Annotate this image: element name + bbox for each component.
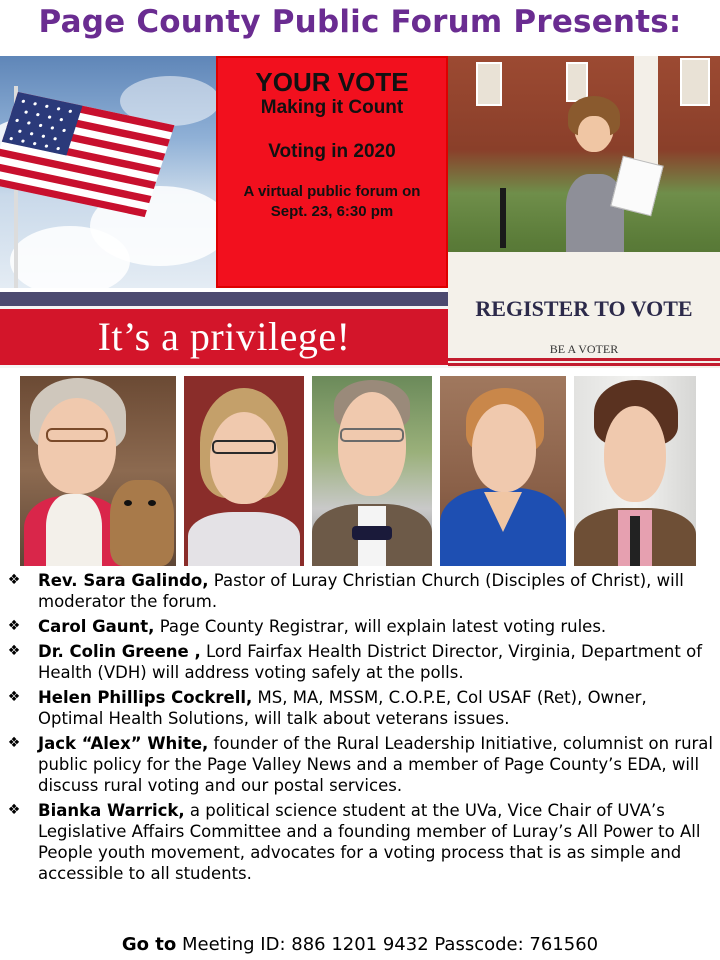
speaker-item [4,570,716,612]
speaker-name: Dr. Colin Greene , [38,642,201,661]
speaker-name: Carol Gaunt, [38,617,155,636]
navy-divider [0,292,448,306]
privilege-banner [0,306,448,368]
speaker-item [4,687,716,729]
speaker-description: Lord Fairfax Health District Director, Virginia, Department of Health (VDH) will address voting safely at the polls. [38,642,703,682]
go-to-label: Go to [121,934,177,955]
speaker-description: a political science student at the UVa, Vice Chair of UVA’s Legislative Affairs Committee and a founding member of Luray’s All Power to All People youth movement, advocates for a voting process that is as simple and accessible to all students. [38,801,701,883]
portrait-helen-phillips-cockrell [440,376,566,566]
speaker-description: founder of the Rural Leadership Initiative, columnist on rural public policy for the Page Valley News and a member of Page County’s EDA, will discuss rural voting and our postal services. [38,734,714,795]
portrait-sara-galindo [20,376,176,566]
diamond-bullet-icon: ❖ [7,618,21,634]
diamond-bullet-icon: ❖ [7,735,21,751]
american-flag-image [0,56,216,288]
diamond-bullet-icon: ❖ [7,643,21,659]
portrait-colin-greene [312,376,432,566]
speaker-name: Jack “Alex” White, [38,734,209,753]
register-to-vote-photo [448,56,720,368]
speaker-item [4,733,716,796]
privilege-text: It’s a privilege! [97,314,351,359]
event-banner [0,56,720,368]
be-a-voter-text: BE A VOTER [549,342,619,356]
speaker-name: Bianka Warrick, [38,801,185,820]
voting-2020-text: Voting in 2020 [268,141,396,162]
speaker-portraits [0,376,720,566]
speaker-item [4,616,716,637]
speaker-description: Page County Registrar, will explain latest voting rules. [154,617,607,636]
speaker-description: Pastor of Luray Christian Church (Disciples of Christ), will moderator the forum. [38,571,684,611]
speaker-list [4,570,716,884]
diamond-bullet-icon: ❖ [7,802,21,818]
speaker-item [4,641,716,683]
meeting-info [0,934,720,955]
meeting-id-passcode: Meeting ID: 886 1201 9432 Passcode: 761560 [176,934,599,955]
speaker-name: Rev. Sara Galindo, [38,571,209,590]
portrait-carol-gaunt [184,376,304,566]
page-title: Page County Public Forum Presents: [38,4,682,40]
register-to-vote-sign: REGISTER TO VOTE [475,296,693,321]
making-it-count-text: Making it Count [260,97,404,118]
diamond-bullet-icon: ❖ [7,689,21,705]
diamond-bullet-icon: ❖ [7,572,21,588]
portrait-jack-alex-white [574,376,696,566]
forum-date-text: A virtual public forum on Sept. 23, 6:30 pm [243,183,421,220]
speaker-name: Helen Phillips Cockrell, [38,688,253,707]
your-vote-heading: YOUR VOTE [255,67,409,97]
event-info-panel [216,56,448,288]
speaker-item [4,800,716,884]
speaker-description: MS, MA, MSSM, C.O.P.E, Col USAF (Ret), Owner, Optimal Health Solutions, will talk about veterans issues. [38,688,647,728]
